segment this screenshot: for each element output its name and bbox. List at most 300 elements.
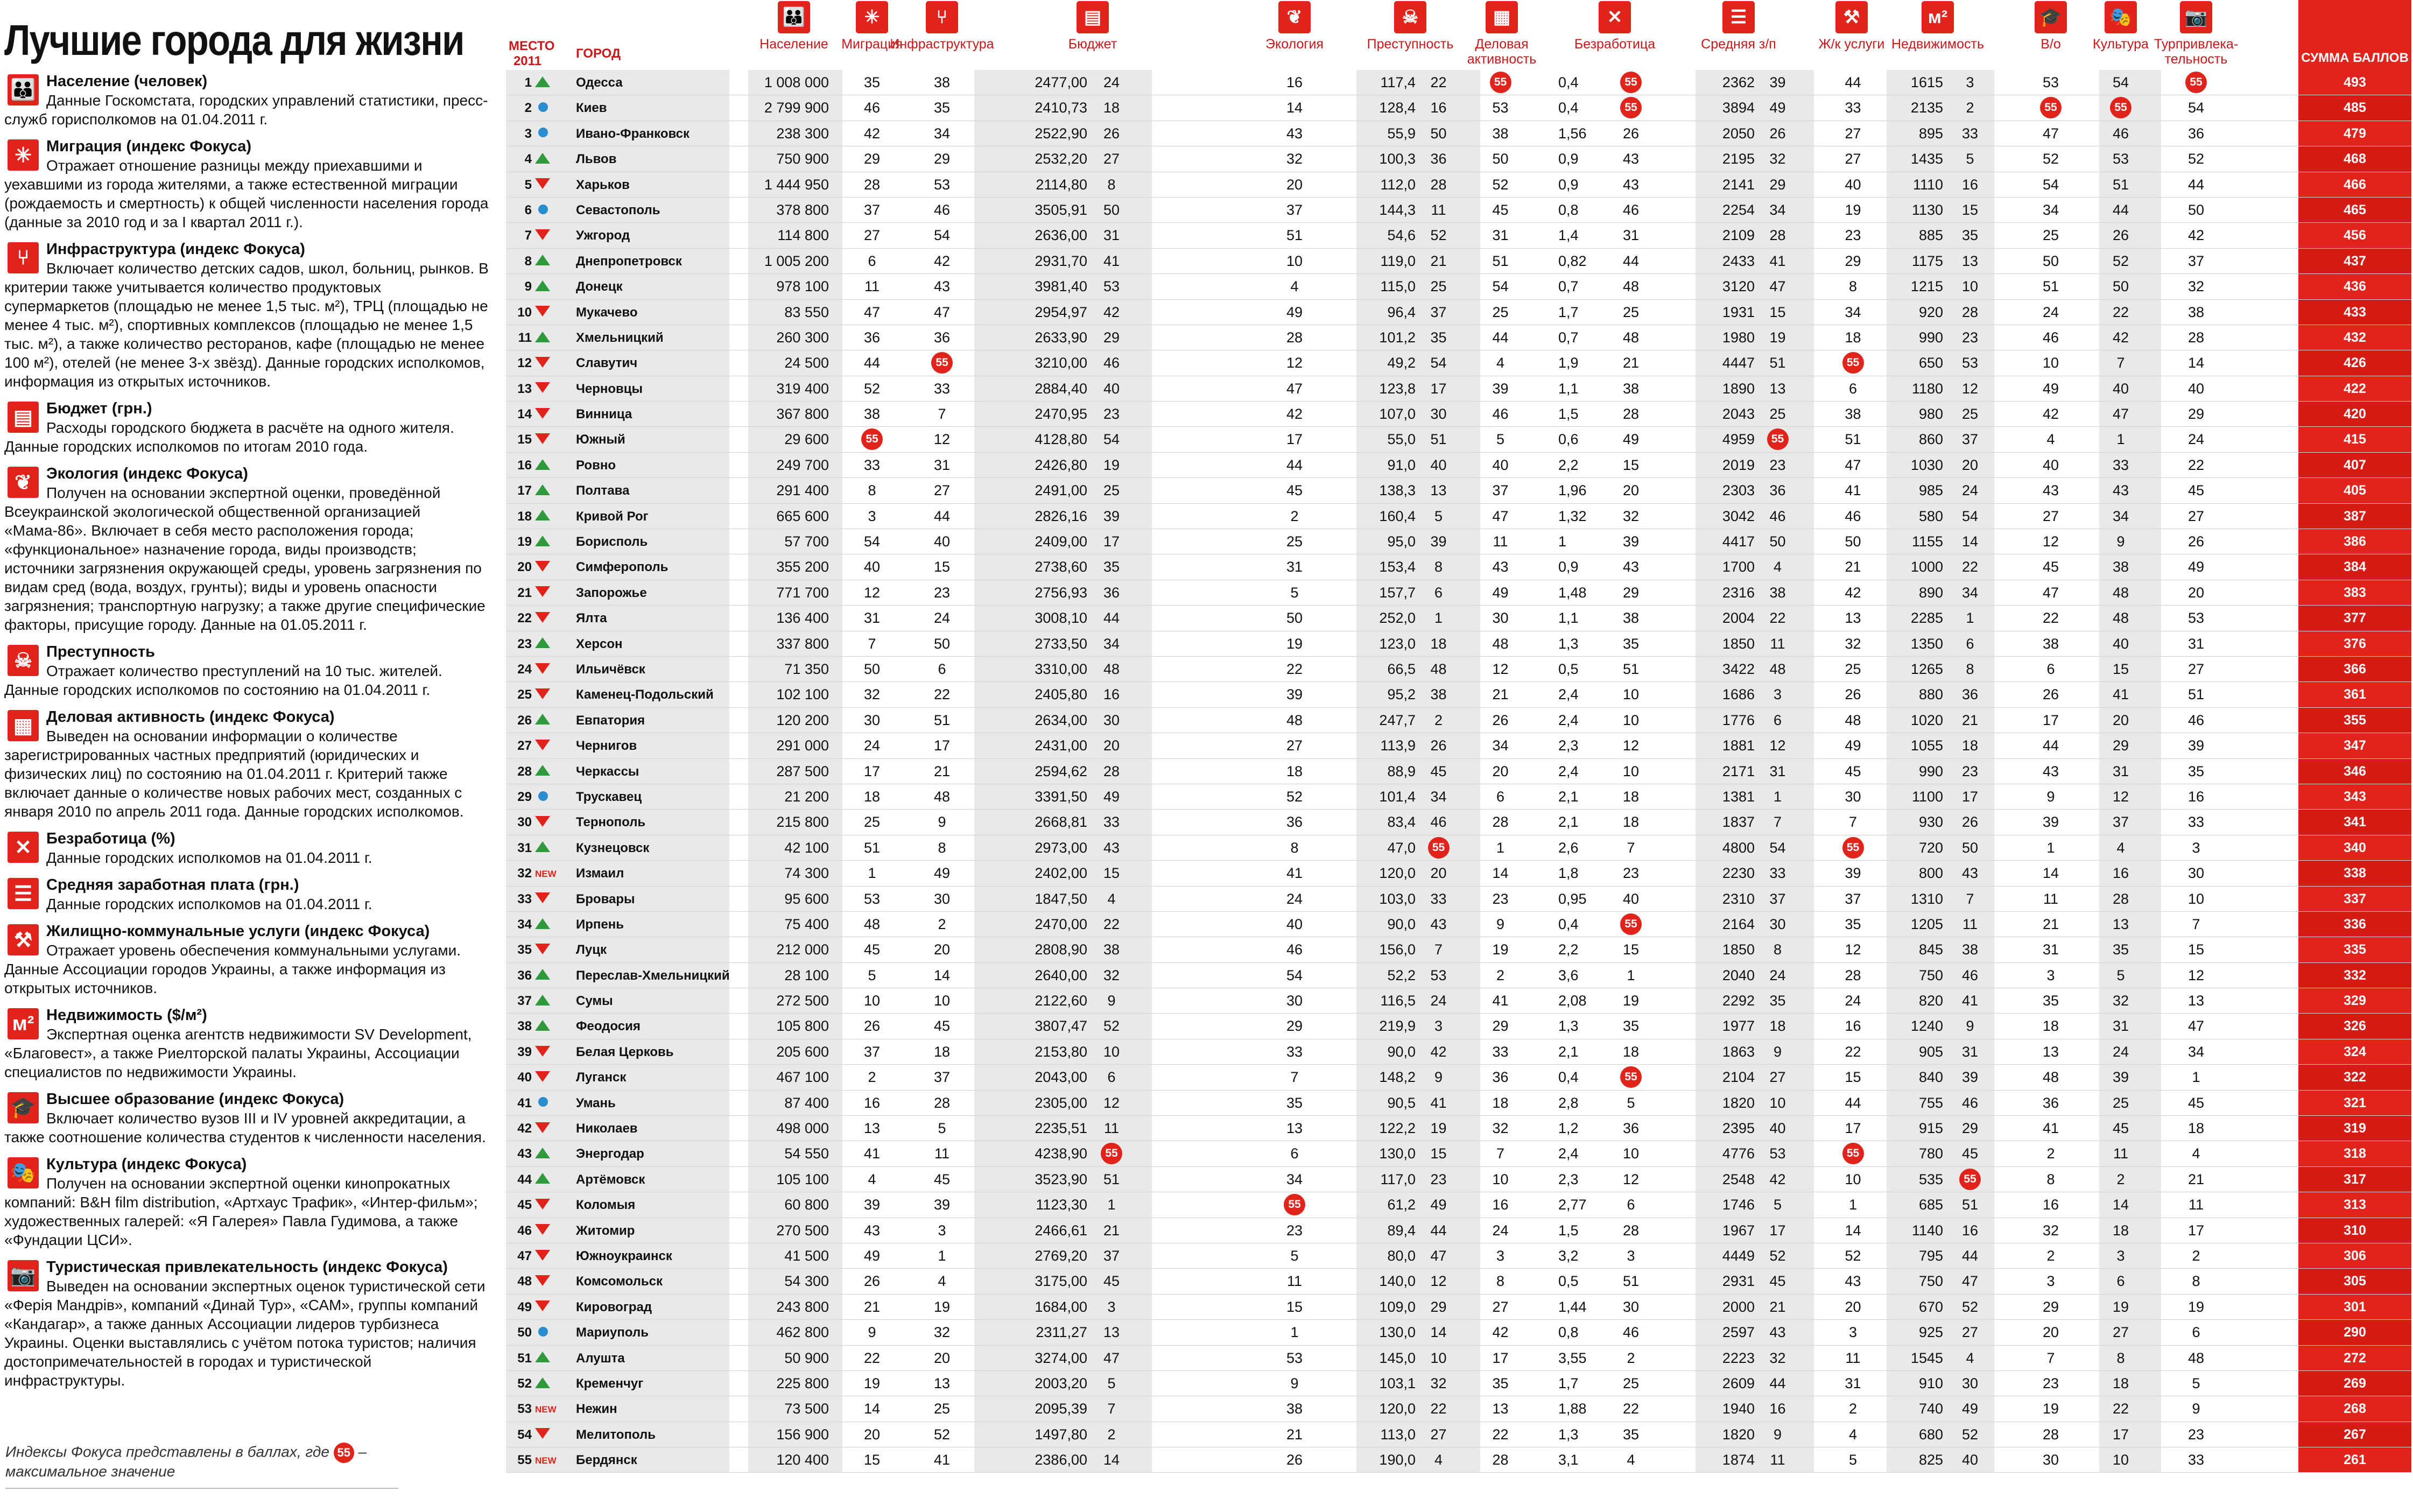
table-cell: 47 — [1430, 1247, 1447, 1264]
table-cell: 2122,60 — [1035, 993, 1087, 1009]
table-cell: 3391,50 — [1035, 788, 1087, 805]
trend-up-icon — [535, 153, 550, 164]
table-cell: 16 — [1961, 176, 1979, 193]
rank: 31 — [517, 840, 532, 855]
table-cell: 378 800 — [776, 201, 829, 218]
table-row — [506, 325, 2411, 350]
table-cell: 4 — [1496, 355, 1505, 371]
table-cell: 74 300 — [784, 865, 829, 882]
legend-item-title: Деловая активность (индекс Фокуса) — [46, 708, 335, 726]
table-cell: 27 — [2042, 508, 2059, 524]
table-cell: 33 — [2187, 814, 2205, 831]
table-cell: 47 — [1286, 380, 1303, 397]
table-cell: 41 — [1961, 993, 1979, 1009]
table-cell: 49 — [1103, 788, 1120, 805]
table-cell: 1000 — [1910, 559, 1943, 575]
city-name: Николаев — [576, 1121, 638, 1136]
table-cell: 1,5 — [1558, 1222, 1579, 1239]
table-cell: 103,0 — [1379, 890, 1416, 907]
sum-cell: 456 — [2298, 223, 2411, 248]
table-cell: 7 — [2192, 916, 2200, 932]
salary-icon: ☰ — [8, 878, 39, 909]
table-cell: 39 — [863, 1197, 881, 1213]
table-cell: 53 — [933, 176, 951, 193]
table-cell: 32 — [1430, 1375, 1447, 1391]
table-cell: 45 — [1103, 1273, 1120, 1290]
table-cell: 2,77 — [1558, 1197, 1587, 1213]
table-cell: 15 — [1430, 1145, 1447, 1162]
city-name: Нежин — [576, 1402, 617, 1417]
table-cell: 50 — [1103, 201, 1120, 218]
table-cell: 1 — [2046, 839, 2055, 856]
legend-item-title: Миграция (индекс Фокуса) — [46, 138, 252, 155]
trend-marker — [535, 606, 557, 631]
table-cell: 18 — [2112, 1375, 2129, 1391]
table-cell: 30 — [1845, 788, 1861, 805]
table-cell: 25 — [863, 814, 881, 831]
table-cell: 32 — [2042, 1222, 2059, 1239]
table-cell: 670 — [1918, 1298, 1943, 1315]
column-header[interactable] — [2137, 0, 2255, 67]
realty-icon: м² — [1922, 1, 1954, 33]
table-cell: 5 — [1290, 1247, 1299, 1264]
table-cell: 87 400 — [784, 1094, 829, 1111]
table-cell: 0,6 — [1558, 431, 1579, 448]
table-cell: 2466,61 — [1035, 1222, 1087, 1239]
table-cell: 39 — [1845, 865, 1861, 882]
table-cell: 1123,30 — [1036, 1197, 1087, 1213]
table-cell: 53 — [2187, 610, 2205, 627]
sum-cell: 422 — [2298, 376, 2411, 401]
legend-item-title: Инфраструктура (индекс Фокуса) — [46, 241, 305, 258]
table-cell: 17 — [1845, 1120, 1861, 1137]
table-cell: 10 — [1103, 1043, 1120, 1060]
table-cell: 54 — [1769, 839, 1786, 856]
table-cell: 3505,91 — [1035, 201, 1087, 218]
table-cell: 10 — [1430, 1349, 1447, 1366]
city-name: Полтава — [576, 483, 630, 498]
table-cell: 26 — [2042, 686, 2059, 703]
rank: 3 — [524, 126, 532, 141]
city-name: Львов — [576, 152, 617, 167]
trend-up-icon — [535, 995, 550, 1005]
column-header[interactable] — [1679, 0, 1798, 52]
table-cell: 23 — [1622, 865, 1640, 882]
legend-item-text: Выведен на основании экспертных оценок туристической сети «Ферія Мандрів», компаний «Динай Тур», «САМ», группы компаний «Кандагар», а также данных Ассоциации лидеров турбизнеса Украины. Оценки выставлялись с учётом потока туристов; наличия достопримечательностей в городах и туристической инфраструктуры. — [4, 1278, 486, 1389]
trend-up-icon — [535, 969, 550, 980]
trend-down-icon — [535, 1250, 550, 1261]
table-cell: 2019 — [1722, 456, 1755, 473]
table-cell: 800 — [1918, 865, 1943, 882]
table-cell: 51 — [2187, 686, 2205, 703]
table-cell: 915 — [1918, 1120, 1943, 1137]
table-row — [506, 1039, 2411, 1065]
table-cell: 243 800 — [776, 1298, 829, 1315]
rank: 50 — [517, 1325, 532, 1340]
table-cell: 33 — [2112, 456, 2129, 473]
table-cell: 50 — [2042, 252, 2059, 269]
legend-item-text: Включает количество вузов III и IV уровней аккредитации, а также соотношение количества студентов к численности населения. — [4, 1110, 486, 1145]
table-cell: 42 — [1430, 1043, 1447, 1060]
legend-item-text: Данные городских исполкомов на 01.04.2011 г. — [46, 849, 372, 866]
table-cell — [1835, 835, 1870, 861]
table-cell: 15 — [1286, 1298, 1303, 1315]
table-cell: 39 — [1430, 533, 1447, 550]
column-header[interactable] — [1443, 0, 1561, 67]
table-cell: 6 — [1773, 712, 1782, 728]
city-header: ГОРОД — [576, 46, 621, 61]
table-cell: 37 — [2187, 252, 2205, 269]
table-cell: 4 — [938, 1273, 946, 1290]
table-cell: 24 — [1430, 993, 1447, 1009]
table-cell: 1030 — [1910, 456, 1943, 473]
table-cell: 665 600 — [776, 508, 829, 524]
table-row — [506, 759, 2411, 784]
sum-cell: 340 — [2298, 835, 2411, 860]
table-row — [506, 1422, 2411, 1447]
city-name: Винница — [576, 407, 632, 422]
table-cell: 20 — [1286, 176, 1303, 193]
table-cell: 10 — [1769, 1094, 1786, 1111]
table-cell: 17 — [1961, 788, 1979, 805]
table-cell: 2,4 — [1558, 763, 1579, 779]
sum-cell: 433 — [2298, 300, 2411, 325]
rank: 42 — [517, 1121, 532, 1136]
sum-cell: 485 — [2298, 95, 2411, 120]
table-cell: 19 — [2042, 1401, 2059, 1417]
table-cell: 3807,47 — [1035, 1018, 1087, 1035]
table-cell: 8 — [1848, 278, 1858, 295]
trend-up-icon — [535, 484, 550, 495]
table-cell: 12 — [1286, 355, 1303, 371]
table-cell: 36 — [1103, 584, 1120, 601]
table-cell: 42 — [1769, 1171, 1786, 1187]
table-cell: 46 — [1622, 201, 1640, 218]
max-score-badge: 55 — [2110, 97, 2131, 118]
max-score-badge: 55 — [1842, 352, 1864, 374]
trend-marker — [535, 759, 557, 784]
table-cell: 54 — [2187, 100, 2205, 116]
table-cell: 740 — [1918, 1401, 1943, 1417]
table-cell: 40 — [1286, 916, 1303, 932]
table-cell: 21 — [933, 763, 951, 779]
city-name: Кривой Рог — [576, 509, 649, 524]
table-cell: 52 — [1961, 1426, 1979, 1443]
table-cell: 0,9 — [1558, 176, 1579, 193]
table-cell: 3 — [2046, 967, 2055, 983]
table-row — [506, 1218, 2411, 1243]
trend-up-icon — [535, 536, 550, 546]
table-cell: 49 — [2187, 559, 2205, 575]
legend-item-text: Экспертная оценка агентств недвижимости SV Development, «Благовест», а также Риелторской палаты Украины, Ассоциации специалистов по недвижимости Украины. — [4, 1026, 472, 1080]
table-cell: 157,7 — [1379, 584, 1416, 601]
table-cell: 35 — [1430, 329, 1447, 346]
table-cell: 14 — [2187, 355, 2205, 371]
legend-item-text: Выведен на основании информации о количестве зарегистрированных частных предприятий (юридических и физических лиц) по состоянию на 01.04.2011 г. Критерий также включает данные о количестве новых рабочих мест, созданных с января 2010 по апрель 2011 года. Данные городских исполкомов. — [4, 728, 464, 820]
table-cell: 1381 — [1722, 788, 1755, 805]
table-cell: 28 — [2187, 329, 2205, 346]
trend-marker — [535, 708, 557, 733]
table-cell: 43 — [1622, 151, 1640, 167]
table-cell: 29 — [1961, 1120, 1979, 1137]
table-cell: 148,2 — [1379, 1069, 1416, 1086]
table-cell: 910 — [1918, 1375, 1943, 1391]
table-cell: 36 — [2042, 1094, 2059, 1111]
table-cell: 19 — [1492, 941, 1509, 958]
rank: 16 — [517, 458, 532, 473]
rank: 23 — [517, 636, 532, 651]
table-row — [506, 70, 2411, 95]
city-name: Черновцы — [576, 381, 643, 396]
column-header-label: Недвижимость — [1891, 37, 1984, 52]
trend-up-icon — [535, 280, 550, 291]
table-cell: 24 — [2187, 431, 2205, 448]
table-cell: 9 — [2192, 1401, 2200, 1417]
table-row — [506, 657, 2411, 682]
table-cell: 18 — [1622, 788, 1640, 805]
table-cell: 4 — [1773, 559, 1782, 575]
table-cell: 55,0 — [1387, 431, 1416, 448]
table-row — [506, 121, 2411, 146]
table-cell: 34 — [1286, 1171, 1303, 1187]
legend-panel — [4, 16, 489, 1507]
table-cell: 0,5 — [1558, 1273, 1579, 1290]
city-name: Черкассы — [576, 764, 639, 779]
table-cell: 247,7 — [1379, 712, 1416, 728]
table-cell: 4 — [1966, 1349, 1974, 1366]
trend-marker — [535, 1243, 557, 1269]
table-cell: 215 800 — [776, 814, 829, 831]
rank: 38 — [517, 1019, 532, 1034]
table-cell: 685 — [1918, 1197, 1943, 1213]
rank: 43 — [517, 1147, 532, 1162]
table-cell: 12 — [1961, 380, 1979, 397]
table-cell: 21 200 — [784, 788, 829, 805]
table-cell: 1 — [868, 865, 876, 882]
legend-item-text: Отражает отношение разницы между приехавшими и уехавшими из города жителями, а также естественной миграции (рождаемость и смертность) к общей численности населения города (данные за 2010 год и за I квартал 2011 г.). — [4, 157, 489, 230]
table-cell: 40 — [2187, 380, 2205, 397]
table-cell: 16 — [1492, 1197, 1509, 1213]
table-row — [506, 1014, 2411, 1039]
table-cell: 1,56 — [1558, 125, 1587, 142]
table-cell: 1 008 000 — [764, 74, 829, 90]
table-cell: 18 — [1286, 763, 1303, 779]
table-cell: 10 — [1622, 1145, 1640, 1162]
table-cell: 1,32 — [1558, 508, 1587, 524]
rank: 32 — [517, 866, 532, 881]
table-cell: 4800 — [1722, 839, 1755, 856]
table-cell: 130,0 — [1379, 1324, 1416, 1341]
table-cell: 1055 — [1910, 737, 1943, 754]
table-row — [506, 1320, 2411, 1345]
table-cell: 1 444 950 — [764, 176, 829, 193]
sum-cell: 466 — [2298, 172, 2411, 197]
sum-cell: 386 — [2298, 529, 2411, 554]
table-cell: 880 — [1918, 686, 1943, 703]
table-cell: 9 — [938, 814, 946, 831]
table-row — [506, 1295, 2411, 1320]
population-icon: 👪 — [778, 1, 810, 33]
table-cell: 4 — [1107, 890, 1116, 907]
column-header[interactable] — [883, 0, 1001, 52]
table-cell: 2 — [1627, 1349, 1635, 1366]
table-cell: 8 — [1434, 559, 1443, 575]
trend-marker — [535, 1065, 557, 1090]
table-cell: 24 — [1103, 74, 1120, 90]
table-cell: 24 — [2112, 1043, 2129, 1060]
trend-marker — [535, 733, 557, 758]
city-name: Донецк — [576, 279, 623, 294]
table-cell: 1 005 200 — [764, 252, 829, 269]
trend-marker — [535, 657, 557, 682]
table-cell: 771 700 — [776, 584, 829, 601]
table-cell: 33 — [1286, 1043, 1303, 1060]
table-cell: 31 — [2112, 1018, 2129, 1035]
trend-marker — [535, 1039, 557, 1065]
table-cell: 2,4 — [1558, 686, 1579, 703]
table-row — [506, 427, 2411, 452]
trend-marker — [535, 580, 557, 606]
table-cell: 2594,62 — [1035, 763, 1087, 779]
table-cell: 46 — [1430, 814, 1447, 831]
sum-cell: 366 — [2298, 657, 2411, 681]
table-cell: 3 — [1434, 1018, 1443, 1035]
table-cell: 1 — [1290, 1324, 1299, 1341]
table-cell: 14 — [1492, 865, 1509, 882]
table-cell: 1205 — [1910, 916, 1943, 932]
table-cell — [1763, 427, 1792, 452]
table-cell: 680 — [1918, 1426, 1943, 1443]
sum-cell: 261 — [2298, 1447, 2411, 1472]
table-cell: 54 — [2112, 74, 2129, 90]
table-cell: 38 — [1103, 941, 1120, 958]
table-cell: 21 — [1845, 559, 1861, 575]
table-cell: 8 — [2116, 1349, 2125, 1366]
table-cell: 2597 — [1722, 1324, 1755, 1341]
rank: 8 — [524, 254, 532, 269]
table-cell: 40 — [2112, 635, 2129, 652]
trend-marker — [535, 453, 557, 478]
column-header[interactable] — [1556, 0, 1674, 52]
table-cell: 54 — [1430, 355, 1447, 371]
city-name: Одесса — [576, 75, 623, 90]
legend-item — [4, 922, 489, 997]
table-cell: 29 — [2187, 406, 2205, 423]
legend-item-title: Население (человек) — [46, 73, 208, 90]
table-cell: 113,0 — [1380, 1426, 1416, 1443]
legend-list — [4, 72, 489, 1390]
table-cell: 32 — [2187, 278, 2205, 295]
table-cell: 14 — [2112, 1197, 2129, 1213]
table-cell: 7 — [1107, 1401, 1116, 1417]
table-cell: 2050 — [1722, 125, 1755, 142]
table-cell: 45 — [1492, 201, 1509, 218]
table-cell: 3 — [868, 508, 876, 524]
table-cell: 18 — [1103, 100, 1120, 116]
table-cell: 43 — [1492, 559, 1509, 575]
business-icon: ▦ — [8, 710, 39, 741]
column-header[interactable] — [1033, 0, 1152, 52]
table-cell: 2532,20 — [1035, 151, 1087, 167]
table-cell: 18 — [933, 1043, 951, 1060]
table-cell: 52 — [863, 380, 881, 397]
population-icon: 👪 — [8, 74, 39, 106]
trend-down-icon — [535, 306, 550, 317]
trend-marker — [535, 682, 557, 707]
table-cell: 4128,80 — [1035, 431, 1087, 448]
table-cell: 212 000 — [776, 941, 829, 958]
table-cell: 25 — [1430, 278, 1447, 295]
table-cell: 83,4 — [1387, 814, 1416, 831]
trend-down-icon — [535, 1275, 550, 1286]
utilities-icon: ⚒ — [8, 924, 39, 955]
table-cell: 2973,00 — [1035, 839, 1087, 856]
table-cell: 113,9 — [1380, 737, 1416, 754]
table-cell: 19 — [1622, 993, 1640, 1009]
table-cell: 355 200 — [776, 559, 829, 575]
crime-icon: ☠ — [1394, 1, 1426, 33]
table-cell: 52,2 — [1387, 967, 1416, 983]
table-cell: 30 — [933, 890, 951, 907]
ranking-table — [506, 0, 2411, 1512]
table-cell: 41 — [1103, 252, 1120, 269]
table-cell: 28 — [863, 176, 881, 193]
table-row — [506, 784, 2411, 810]
table-cell: 46 — [1845, 508, 1861, 524]
table-cell: 12 — [1430, 1273, 1447, 1290]
table-cell: 260 300 — [776, 329, 829, 346]
table-cell: 9 — [1107, 993, 1116, 1009]
table-cell: 2931,70 — [1035, 252, 1087, 269]
column-header[interactable] — [1879, 0, 1997, 52]
table-cell: 91,0 — [1387, 456, 1416, 473]
column-header[interactable] — [1235, 0, 1354, 52]
table-cell: 101,2 — [1379, 329, 1416, 346]
table-cell — [1615, 1065, 1647, 1090]
table-cell: 49 — [1430, 1197, 1447, 1213]
table-cell: 52 — [1286, 788, 1303, 805]
table-row — [506, 249, 2411, 274]
trend-marker — [535, 95, 557, 121]
table-row — [506, 1065, 2411, 1090]
table-row — [506, 1269, 2411, 1294]
table-cell: 1940 — [1722, 1401, 1755, 1417]
table-cell: 26 — [863, 1018, 881, 1035]
table-cell: 22 — [1622, 1401, 1640, 1417]
table-cell: 4449 — [1722, 1247, 1755, 1264]
trend-marker — [535, 835, 557, 861]
trend-same-icon — [538, 791, 548, 801]
trend-up-icon — [535, 1173, 550, 1184]
table-cell: 120,0 — [1379, 1401, 1416, 1417]
sum-cell: 329 — [2298, 988, 2411, 1013]
table-cell: 750 — [1918, 967, 1943, 983]
table-cell: 2433 — [1722, 252, 1755, 269]
trend-marker — [535, 1371, 557, 1396]
table-cell: 18 — [2112, 1222, 2129, 1239]
city-name: Феодосия — [576, 1019, 641, 1034]
table-cell: 47 — [1845, 456, 1861, 473]
table-cell: 8 — [1290, 839, 1299, 856]
table-cell: 128,4 — [1379, 100, 1416, 116]
table-cell: 4959 — [1722, 431, 1755, 448]
rank: 40 — [517, 1070, 532, 1085]
rank: 11 — [518, 330, 532, 345]
table-row — [506, 887, 2411, 912]
table-cell: 15 — [1769, 304, 1786, 320]
sum-cell: 420 — [2298, 402, 2411, 426]
table-cell: 112,0 — [1380, 176, 1416, 193]
